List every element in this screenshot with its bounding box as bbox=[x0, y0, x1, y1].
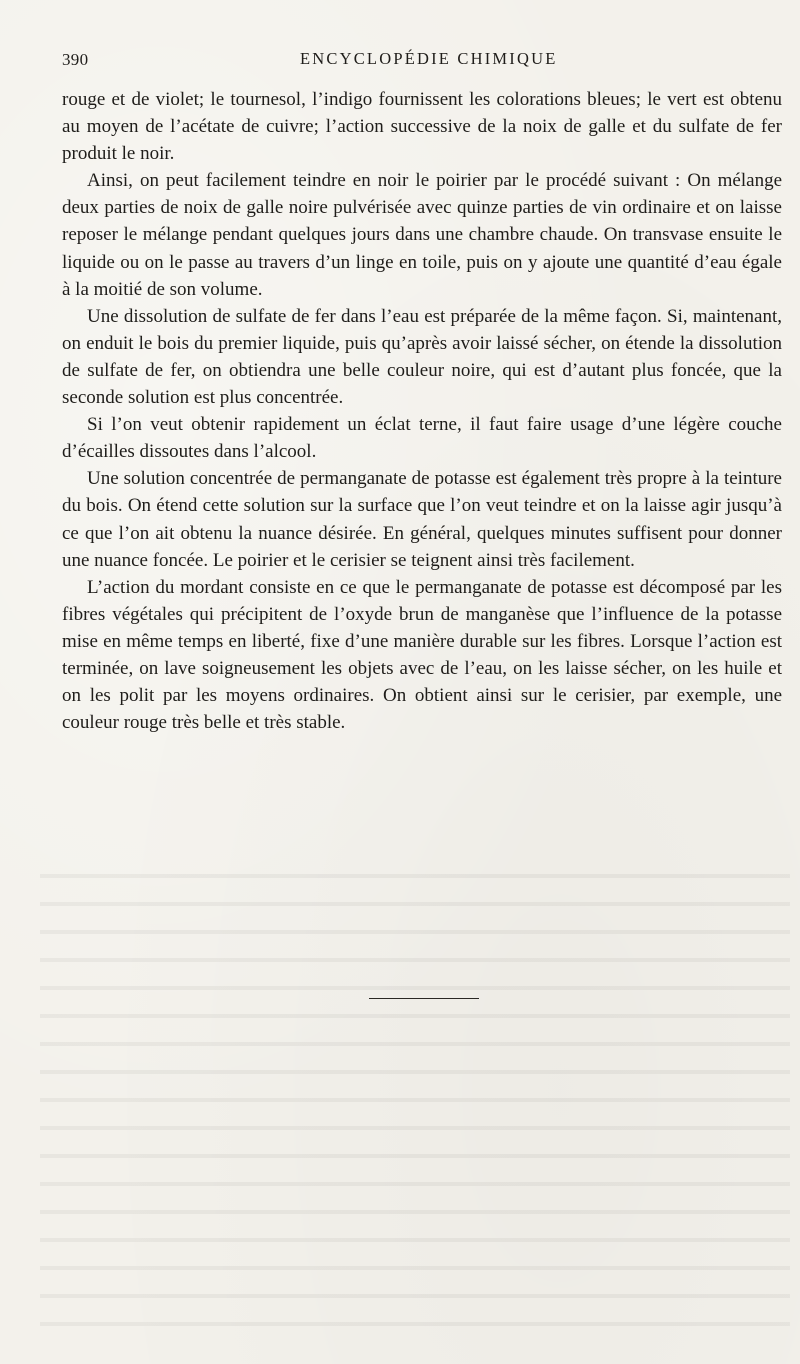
running-title: ENCYCLOPÉDIE CHIMIQUE bbox=[300, 49, 558, 68]
page-number: 390 bbox=[62, 50, 89, 69]
show-through-text bbox=[40, 860, 790, 1340]
paragraph: Ainsi, on peut facilement teindre en noir le poirier par le procédé suivant : On mélange deux parties de noix de galle noire pulvérisée avec quinze parties de vin ordinaire et on laisse reposer le mélange pendant quelques jours dans une chambre chaude. On transvase ensuite le liquide ou on le passe au travers d’un linge en toile, puis on y ajoute une quantité d’eau égale à la moitié de son volume. bbox=[62, 170, 782, 300]
paragraph: Si l’on veut obtenir rapidement un éclat terne, il faut faire usage d’une légère couche d’écailles dissoutes dans l’alcool. bbox=[62, 414, 782, 463]
paragraph: rouge et de violet; le tournesol, l’indigo fournissent les colorations bleues; le vert est obtenu au moyen de l’acétate de cuivre; l’action successive de la noix de galle et du sulfate de fer produit le noir. bbox=[62, 89, 782, 165]
paragraph: Une dissolution de sulfate de fer dans l’eau est préparée de la même façon. Si, maintenant, on enduit le bois du premier liquide, puis qu’après avoir laissé sécher, on étende la dissolution de sulfate de fer, on obtiendra une belle couleur noire, qui est d’autant plus foncée, que la seconde solution est plus concentrée. bbox=[62, 305, 782, 409]
section-rule bbox=[369, 998, 479, 999]
paragraph: Une solution concentrée de permanganate de potasse est également très propre à la teinture du bois. On étend cette solution sur la surface que l’on veut teindre et on la laisse agir jusqu’à ce que l’on ait obtenu la nuance désirée. En général, quelques minutes suffisent pour donner une nuance foncée. Le poirier et le cerisier se teignent ainsi très facilement. bbox=[62, 468, 782, 571]
paragraph: L’action du mordant consiste en ce que le permanganate de potasse est décomposé par les fibres végétales qui précipitent de l’oxyde brun de manganèse que l’influence de la potasse mise en même temps en liberté, fixe d’une manière durable sur les fibres. Lorsque l’action est terminée, on lave soigneusement les objets avec de l’eau, on les laisse sécher, on les huile et on les polit par les moyens ordinaires. On obtient ainsi sur le cerisier, par exemple, une couleur rouge très belle et très stable. bbox=[62, 576, 782, 734]
page-header bbox=[62, 46, 782, 72]
body-text bbox=[62, 86, 782, 736]
